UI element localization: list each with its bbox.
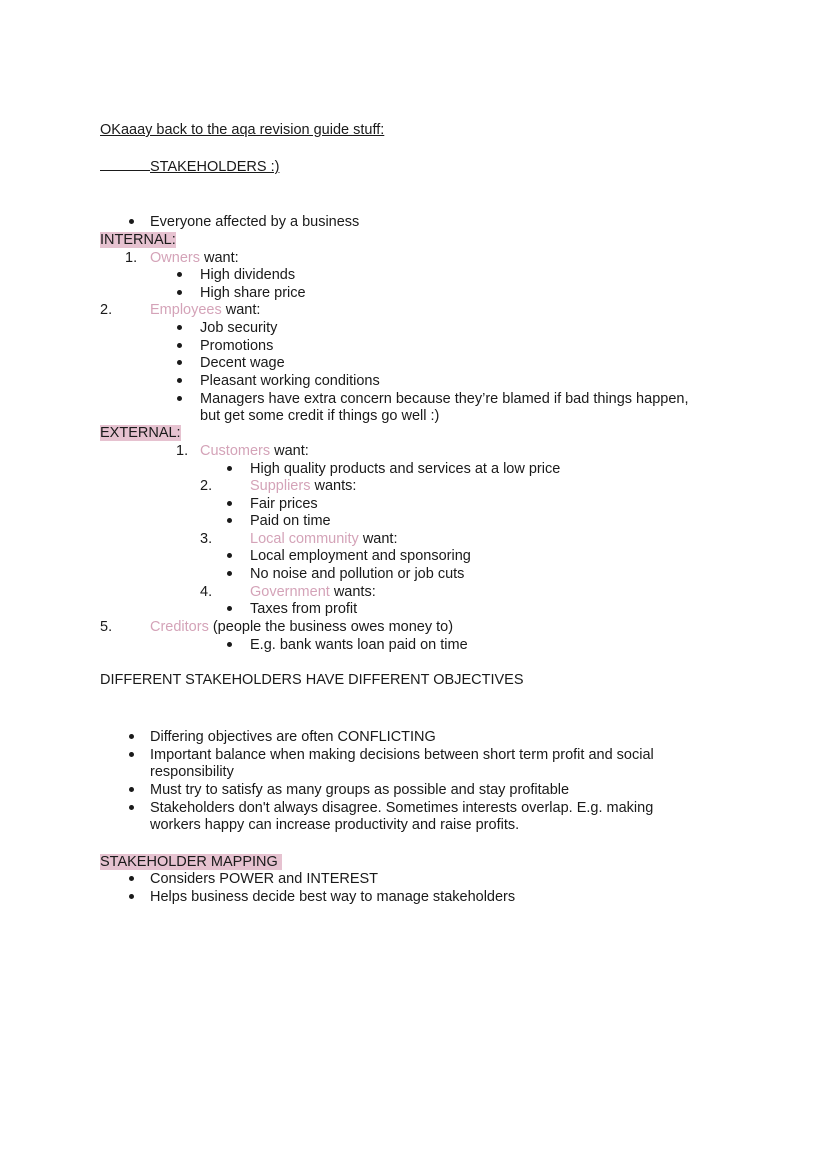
- bullet-icon: [227, 606, 232, 611]
- government-suffix: wants:: [329, 584, 376, 600]
- list-item: Helps business decide best way to manage stakeholders: [150, 889, 516, 905]
- bullet-icon: [129, 734, 134, 739]
- community-heading: [250, 530, 397, 548]
- external-label-text: EXTERNAL:: [100, 425, 181, 441]
- employees-heading: [150, 301, 260, 319]
- employees-suffix: want:: [221, 302, 261, 318]
- employees-term: Employees: [150, 302, 222, 318]
- bullet-icon: [227, 518, 232, 523]
- bullet-icon: [227, 466, 232, 471]
- community-suffix: want:: [358, 531, 398, 547]
- owners-term: Owners: [150, 250, 200, 266]
- intro-bullet: Everyone affected by a business: [150, 214, 360, 230]
- list-item: E.g. bank wants loan paid on time: [250, 637, 468, 653]
- list-item: Must try to satisfy as many groups as possible and stay profitable: [150, 782, 570, 798]
- list-item-continuation: workers happy can increase productivity and raise profits.: [150, 817, 520, 833]
- list-item-continuation: but get some credit if things go well :): [200, 408, 440, 424]
- bullet-icon: [177, 396, 182, 401]
- employees-num: 2.: [100, 302, 113, 318]
- suppliers-term: Suppliers: [250, 478, 311, 494]
- creditors-suffix: (people the business owes money to): [208, 619, 454, 635]
- owners-suffix: want:: [199, 250, 239, 266]
- page-heading: OKaaay back to the aqa revision guide stuff:: [100, 122, 385, 138]
- internal-label: [100, 231, 176, 249]
- creditors-num: 5.: [100, 619, 113, 635]
- community-term: Local community: [250, 531, 359, 547]
- bullet-icon: [177, 343, 182, 348]
- bullet-icon: [227, 553, 232, 558]
- list-item: Managers have extra concern because they’re blamed if bad things happen,: [200, 391, 689, 407]
- bullet-icon: [177, 325, 182, 330]
- list-item: Paid on time: [250, 513, 331, 529]
- bullet-icon: [129, 787, 134, 792]
- list-item: Local employment and sponsoring: [250, 548, 471, 564]
- list-item: Fair prices: [250, 496, 318, 512]
- list-item: No noise and pollution or job cuts: [250, 566, 465, 582]
- government-term: Government: [250, 584, 330, 600]
- list-item: Differing objectives are often CONFLICTING: [150, 729, 436, 745]
- customers-suffix: want:: [270, 443, 309, 459]
- customers-num: 1.: [176, 443, 189, 459]
- customers-term: Customers: [200, 443, 271, 459]
- list-item: Decent wage: [200, 355, 285, 371]
- customers-heading: [200, 442, 309, 460]
- bullet-icon: [177, 290, 182, 295]
- list-item: High share price: [200, 285, 306, 301]
- underline-gap: [100, 157, 150, 171]
- bullet-icon: [177, 272, 182, 277]
- bullet-icon: [129, 805, 134, 810]
- mapping-heading-text: STAKEHOLDER MAPPING: [100, 854, 278, 870]
- bullet-icon: [129, 876, 134, 881]
- government-heading: [250, 583, 376, 601]
- list-item: High quality products and services at a low price: [250, 461, 561, 477]
- bullet-icon: [129, 894, 134, 899]
- list-item: Stakeholders don't always disagree. Sometimes interests overlap. E.g. making: [150, 800, 654, 816]
- section-title: [100, 157, 279, 176]
- list-item: Job security: [200, 320, 278, 336]
- suppliers-suffix: wants:: [310, 478, 357, 494]
- suppliers-num: 2.: [200, 478, 213, 494]
- owners-heading: [150, 249, 239, 267]
- bullet-icon: [129, 752, 134, 757]
- list-item-continuation: responsibility: [150, 764, 234, 780]
- government-num: 4.: [200, 584, 213, 600]
- bullet-icon: [177, 378, 182, 383]
- list-item: Taxes from profit: [250, 601, 358, 617]
- internal-label-text: INTERNAL:: [100, 232, 176, 248]
- bullet-icon: [177, 360, 182, 365]
- list-item: Important balance when making decisions between short term profit and social: [150, 747, 654, 763]
- bullet-icon: [227, 501, 232, 506]
- community-num: 3.: [200, 531, 213, 547]
- list-item: Considers POWER and INTEREST: [150, 871, 379, 887]
- bullet-icon: [227, 571, 232, 576]
- list-item: High dividends: [200, 267, 296, 283]
- mapping-heading: [100, 853, 282, 871]
- creditors-term: Creditors: [150, 619, 209, 635]
- external-label: [100, 424, 181, 442]
- suppliers-heading: [250, 477, 356, 495]
- section-title-text: STAKEHOLDERS :): [150, 159, 280, 175]
- list-item: Pleasant working conditions: [200, 373, 380, 389]
- objectives-heading: DIFFERENT STAKEHOLDERS HAVE DIFFERENT OBJECTIVES: [100, 672, 524, 688]
- bullet-icon: [129, 219, 134, 224]
- creditors-heading: [150, 618, 453, 636]
- bullet-icon: [227, 642, 232, 647]
- owners-num: 1.: [125, 250, 138, 266]
- list-item: Promotions: [200, 338, 274, 354]
